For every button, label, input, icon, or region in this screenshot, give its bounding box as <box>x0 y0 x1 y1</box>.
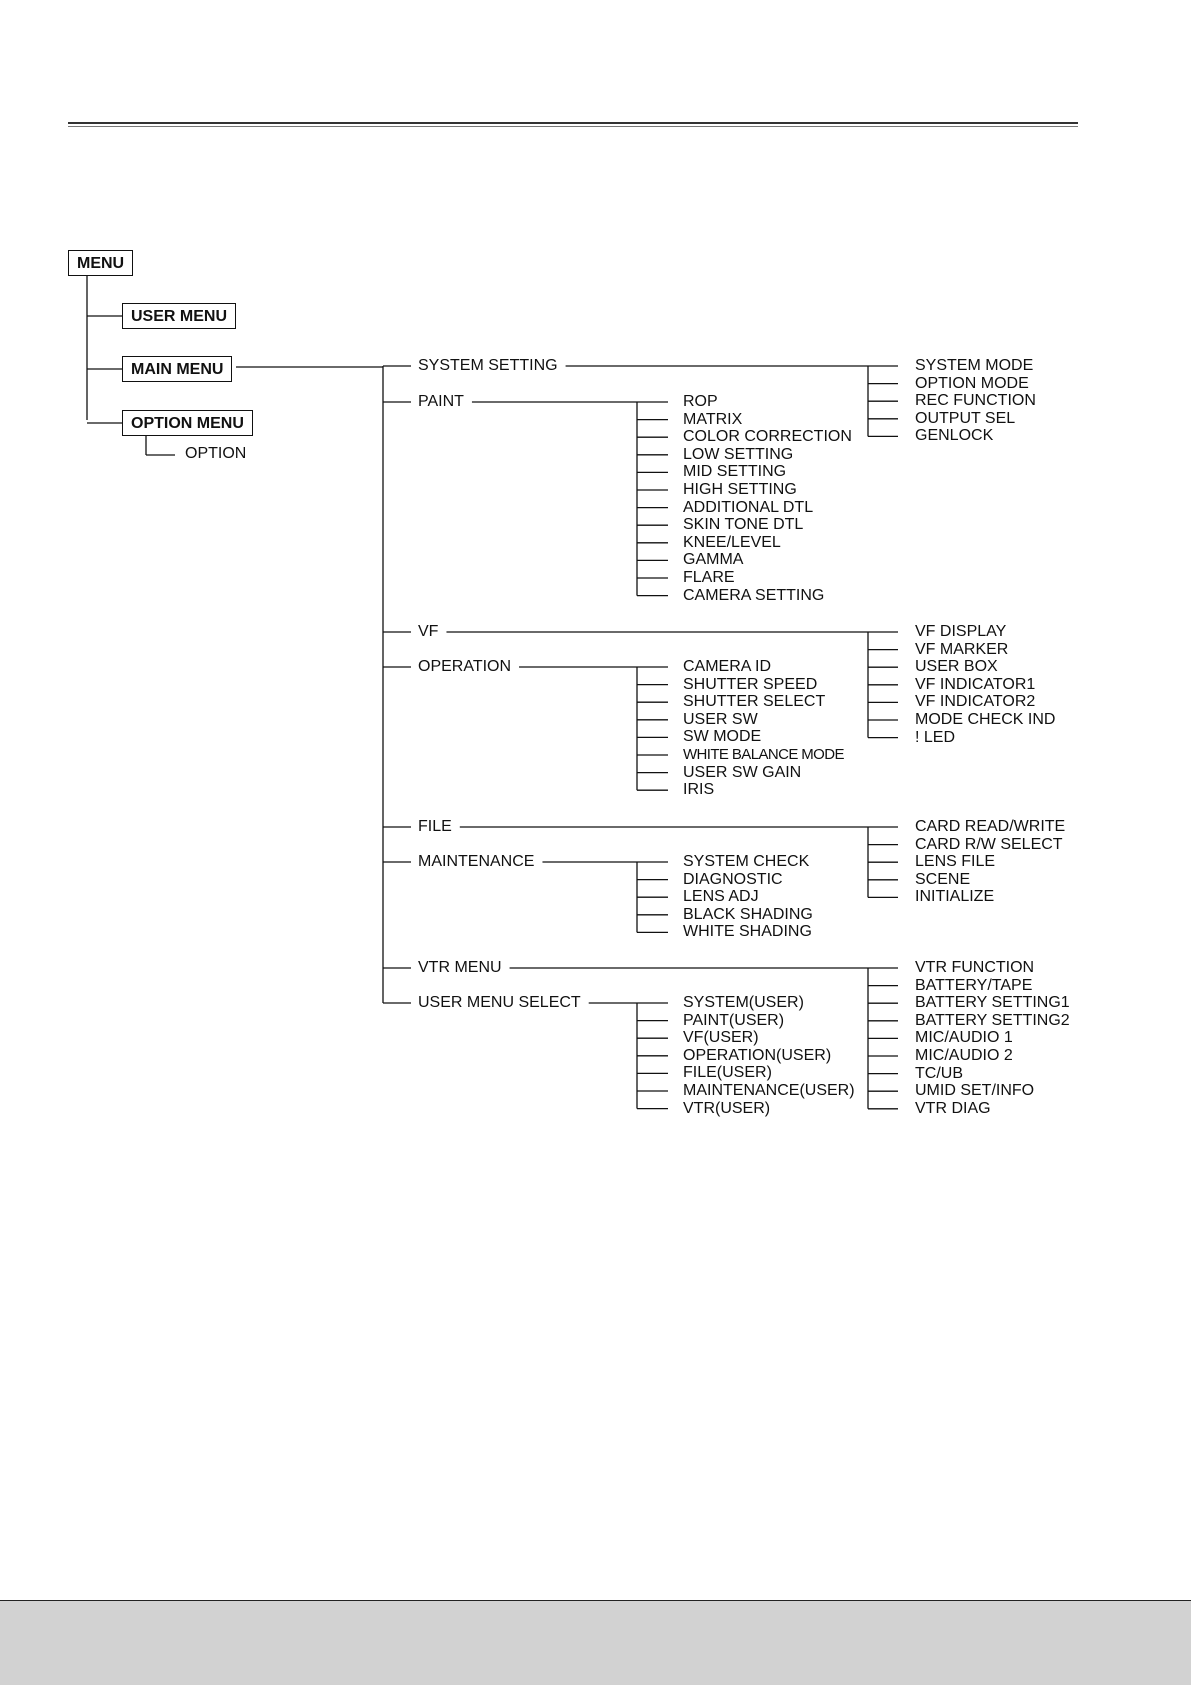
sub-item-mic-audio-2: MIC/AUDIO 2 <box>915 1047 1013 1064</box>
sub-item-knee-level: KNEE/LEVEL <box>683 533 781 551</box>
header-rule <box>68 122 1078 124</box>
sub-item-black-shading: BLACK SHADING <box>683 905 813 923</box>
sub-item-maintenance-user: MAINTENANCE(USER) <box>683 1082 855 1099</box>
sub-item-white-balance-mode: WHITE BALANCE MODE <box>683 746 844 763</box>
sub-item-color-correction: COLOR CORRECTION <box>683 428 852 446</box>
main-item-file: FILE <box>418 818 452 835</box>
sub-item-vf-indicator2: VF INDICATOR2 <box>915 693 1036 711</box>
sub-item-tc-ub: TC/UB <box>915 1064 963 1082</box>
page-footer-band <box>0 1600 1191 1685</box>
sub-item-option-mode: OPTION MODE <box>915 374 1029 392</box>
sub-item-sw-mode: SW MODE <box>683 728 762 746</box>
sub-item-flare: FLARE <box>683 569 735 586</box>
sub-item-diagnostic: DIAGNOSTIC <box>683 870 783 888</box>
sub-item-shutter-select: SHUTTER SELECT <box>683 693 826 711</box>
sub-item-vf-indicator1: VF INDICATOR1 <box>915 675 1036 693</box>
sub-item-camera-setting: CAMERA SETTING <box>683 586 825 604</box>
sub-item-vtr-function: VTR FUNCTION <box>915 959 1035 976</box>
main-item-system-setting: SYSTEM SETTING <box>418 357 558 374</box>
sub-item-high-setting: HIGH SETTING <box>683 481 797 498</box>
sub-item-white-shading: WHITE SHADING <box>683 923 812 941</box>
sub-item-skin-tone-dtl: SKIN TONE DTL <box>683 516 804 534</box>
sub-item-genlock: GENLOCK <box>915 427 994 445</box>
sub-item-battery-setting1: BATTERY SETTING1 <box>915 994 1070 1012</box>
sub-item-system-user: SYSTEM(USER) <box>683 994 804 1011</box>
sub-item-battery-tape: BATTERY/TAPE <box>915 976 1033 994</box>
sub-item-rec-function: REC FUNCTION <box>915 392 1036 410</box>
sub-item-scene: SCENE <box>915 870 971 888</box>
sub-item-led: ! LED <box>915 728 956 746</box>
sub-item-user-sw: USER SW <box>683 710 758 728</box>
sub-item-iris: IRIS <box>683 781 715 799</box>
sub-item-output-sel: OUTPUT SEL <box>915 409 1016 427</box>
sub-item-system-check: SYSTEM CHECK <box>683 853 810 870</box>
sub-item-operation-user: OPERATION(USER) <box>683 1046 832 1064</box>
sub-item-matrix: MATRIX <box>683 410 743 428</box>
sub-item-vf-marker: VF MARKER <box>915 640 1009 658</box>
sub-item-paint-user: PAINT(USER) <box>683 1011 785 1029</box>
user-menu-box: USER MENU <box>122 303 236 329</box>
sub-item-gamma: GAMMA <box>683 551 744 569</box>
sub-item-initialize: INITIALIZE <box>915 888 995 906</box>
main-item-paint: PAINT <box>418 393 464 410</box>
sub-item-rop: ROP <box>683 393 718 410</box>
sub-item-additional-dtl: ADDITIONAL DTL <box>683 498 814 516</box>
main-item-maintenance: MAINTENANCE <box>418 853 535 870</box>
sub-item-battery-setting2: BATTERY SETTING2 <box>915 1011 1070 1029</box>
option-label: OPTION <box>185 445 247 462</box>
sub-item-lens-file: LENS FILE <box>915 853 996 871</box>
sub-item-card-r-w-select: CARD R/W SELECT <box>915 835 1063 853</box>
sub-item-mid-setting: MID SETTING <box>683 463 787 481</box>
sub-item-shutter-speed: SHUTTER SPEED <box>683 675 818 693</box>
header-rule-thin <box>68 126 1078 127</box>
sub-item-camera-id: CAMERA ID <box>683 658 772 675</box>
option-menu-box: OPTION MENU <box>122 410 253 436</box>
sub-item-card-read-write: CARD READ/WRITE <box>915 818 1066 835</box>
sub-item-vf-user: VF(USER) <box>683 1029 759 1047</box>
main-item-operation: OPERATION <box>418 658 512 675</box>
sub-item-umid-set-info: UMID SET/INFO <box>915 1082 1035 1100</box>
sub-item-mic-audio-1: MIC/AUDIO 1 <box>915 1029 1013 1047</box>
main-item-user-menu-select: USER MENU SELECT <box>418 994 581 1011</box>
main-menu-box: MAIN MENU <box>122 356 232 382</box>
sub-item-file-user: FILE(USER) <box>683 1064 772 1082</box>
sub-item-user-sw-gain: USER SW GAIN <box>683 763 802 781</box>
sub-item-mode-check-ind: MODE CHECK IND <box>915 711 1056 728</box>
sub-item-system-mode: SYSTEM MODE <box>915 357 1034 374</box>
sub-item-low-setting: LOW SETTING <box>683 445 794 463</box>
main-item-vtr-menu: VTR MENU <box>418 959 502 976</box>
sub-item-vf-display: VF DISPLAY <box>915 623 1007 640</box>
main-item-vf: VF <box>418 623 439 640</box>
sub-item-lens-adj: LENS ADJ <box>683 888 759 906</box>
sub-item-vtr-user: VTR(USER) <box>683 1099 771 1117</box>
menu-box: MENU <box>68 250 133 276</box>
sub-item-vtr-diag: VTR DIAG <box>915 1099 991 1117</box>
sub-item-user-box: USER BOX <box>915 658 998 676</box>
